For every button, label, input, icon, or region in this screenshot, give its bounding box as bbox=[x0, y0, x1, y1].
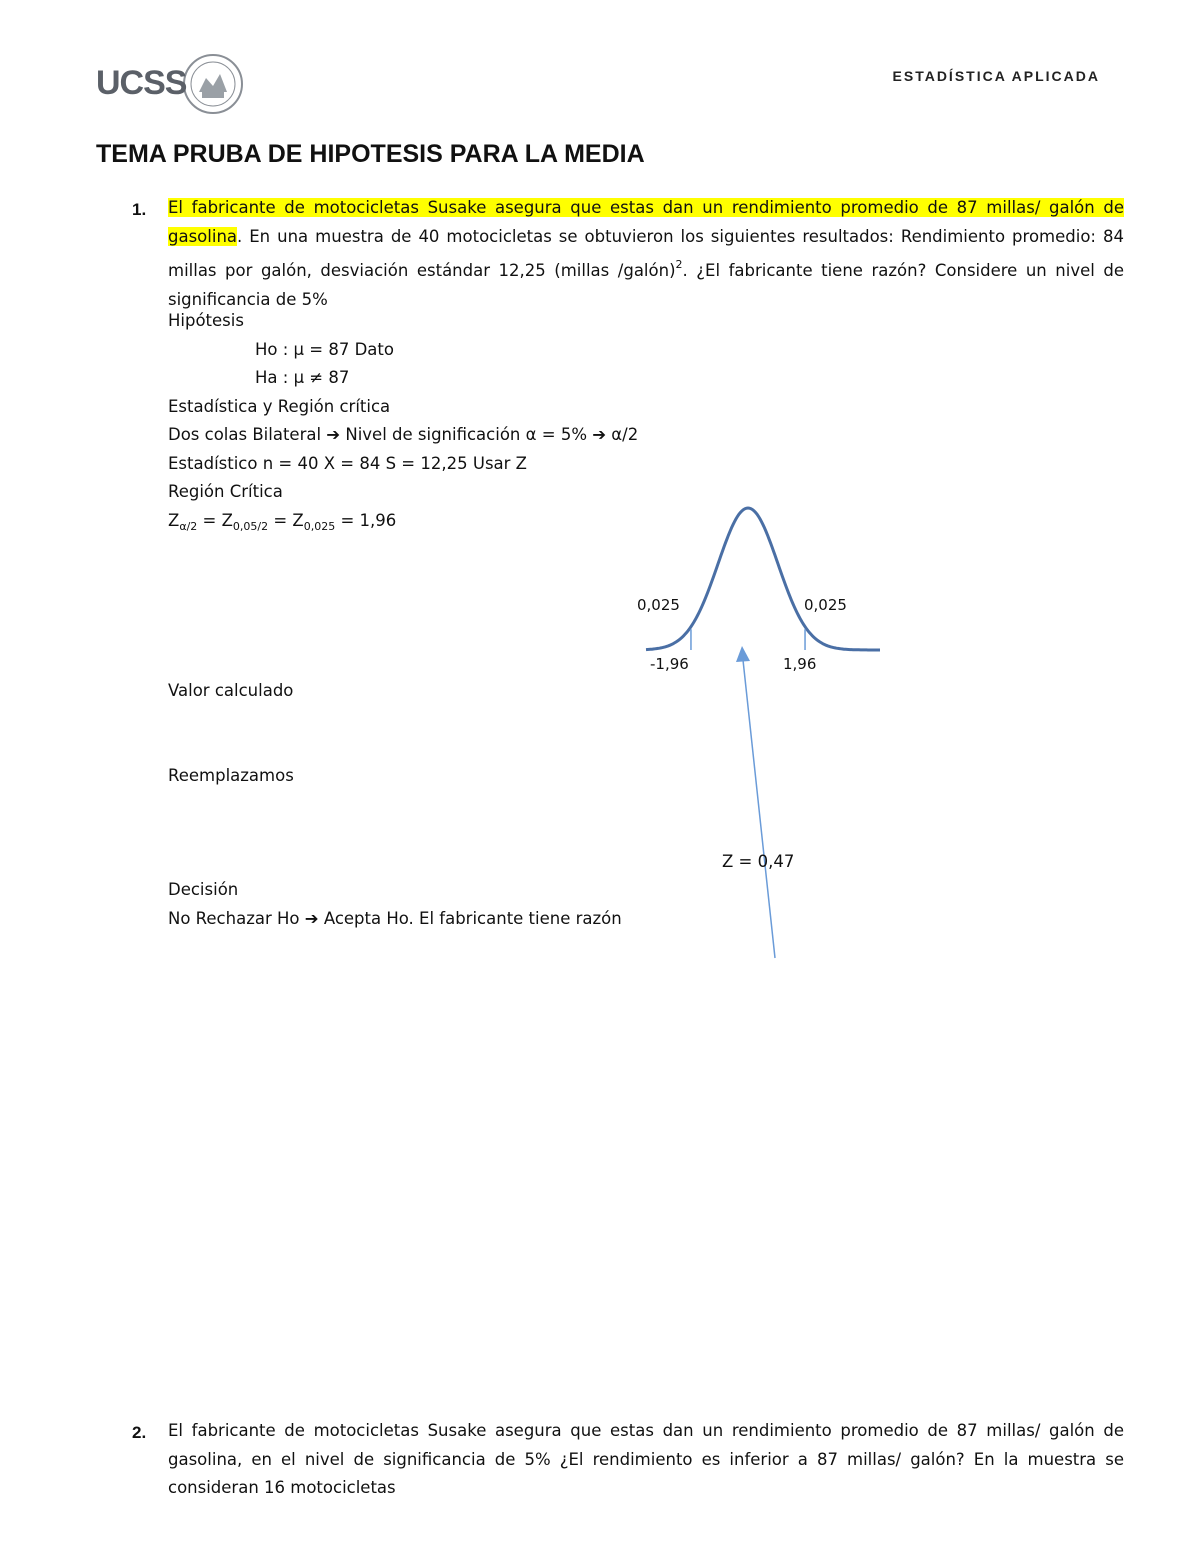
region-critica-label: Región Crítica bbox=[168, 482, 283, 501]
valor-calculado-label: Valor calculado bbox=[168, 681, 294, 700]
logo-text: UCSS bbox=[96, 64, 187, 102]
problem-2-statement: El fabricante de motocicletas Susake asegura que estas dan un rendimiento promedio de 87 millas/ galón de gasolina, en el nivel de significancia de 5% ¿El rendimiento es inferior a 87 millas/ galón? En la muestra se consideran 16 motocicletas bbox=[168, 1421, 1124, 1497]
decision-text: No Rechazar Ho ➔ Acepta Ho. El fabricante tiene razón bbox=[168, 909, 622, 928]
arrow-head-icon bbox=[736, 646, 750, 662]
z-calculated-value: Z = 0,47 bbox=[722, 852, 795, 871]
null-hypothesis: Ho : µ = 87 Dato bbox=[255, 340, 394, 359]
alt-hypothesis: Ha : µ ≠ 87 bbox=[255, 368, 350, 387]
estadistica-label: Estadística y Región crítica bbox=[168, 397, 391, 416]
course-header: ESTADÍSTICA APLICADA bbox=[892, 68, 1100, 84]
z-subscript-0025: 0,025 bbox=[303, 520, 336, 533]
problem-1-text: . En una muestra de 40 motocicletas se obtuvieron los siguientes resultados: Rendimiento promedio: 84 millas por galón, desviación estándar 12,25 (millas /galón) bbox=[168, 226, 1124, 280]
problem-1-question: . ¿El fabricante tiene razón? Considere un nivel de significancia de 5% bbox=[168, 261, 1124, 309]
z-value-arrow bbox=[700, 630, 820, 970]
z-equals-1: = Z bbox=[197, 511, 233, 530]
critical-left-label: -1,96 bbox=[650, 655, 689, 673]
z-critical-formula bbox=[168, 507, 396, 541]
hipotesis-label: Hipótesis bbox=[168, 311, 244, 330]
estadistico-line: Estadístico n = 40 X = 84 S = 12,25 Usar Z bbox=[168, 454, 527, 473]
problem-1-highlight: El fabricante de motocicletas Susake asegura que estas dan un rendimiento promedio de 87 millas/ galón de gasolina bbox=[168, 198, 1124, 246]
problem-2-number: 2. bbox=[132, 1423, 147, 1442]
page-title: TEMA PRUBA DE HIPOTESIS PARA LA MEDIA bbox=[96, 140, 645, 168]
decision-label: Decisión bbox=[168, 880, 239, 899]
z-equals-3: = 1,96 bbox=[335, 511, 397, 530]
tail-area-right-label: 0,025 bbox=[804, 596, 847, 614]
problem-1-number: 1. bbox=[132, 200, 147, 219]
critical-right-label: 1,96 bbox=[783, 655, 817, 673]
problem-1-statement bbox=[168, 194, 1124, 314]
reemplazamos-label: Reemplazamos bbox=[168, 766, 294, 785]
tail-area-left-label: 0,025 bbox=[637, 596, 680, 614]
problem-1-superscript: 2 bbox=[675, 258, 683, 271]
normal-curve bbox=[646, 508, 880, 650]
z-symbol: Z bbox=[168, 511, 180, 530]
z-subscript-alpha: α/2 bbox=[179, 520, 198, 533]
dos-colas-line: Dos colas Bilateral ➔ Nivel de significación α = 5% ➔ α/2 bbox=[168, 425, 639, 444]
arrow-shaft bbox=[743, 660, 775, 958]
z-subscript-005: 0,05/2 bbox=[232, 520, 269, 533]
z-equals-2: = Z bbox=[268, 511, 304, 530]
